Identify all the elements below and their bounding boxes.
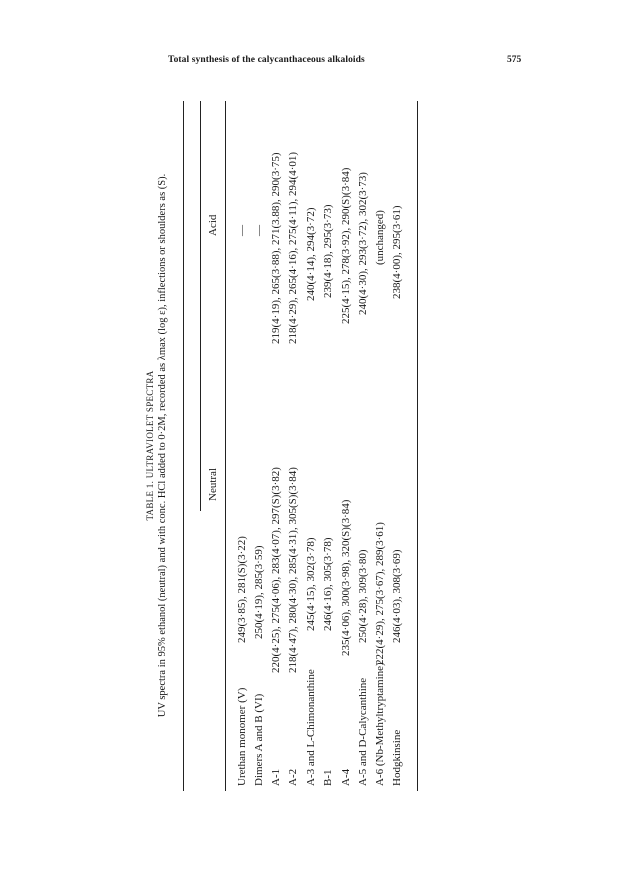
page-number: 575 — [507, 55, 522, 65]
rotated-table-page: TABLE 1. ULTRAVIOLET SPECTRA UV spectra in 95% ethanol (neutral) and with conc. HCl added to 0·2M, recorded as λmax (log ε), inflections or shoulders as (S). Neutral Acid Urethan monomer (V) 249(3·85), 281(S)(3·22) — Dimers A and B (VI) 250(4·19), 285(3·59) — A-1 220(4·25), 275(4·06), 283(4·07), 297(S)(3·82) 219(4·19), 265(3·88), 271(3.88), 290(3·75) A-2 218(4·47), 280(4·30), 285(4·31), 305(S)(3·84) 218(4·29), 265(4·16), 275(4·11), 294(4·01) A-3 and L-Chimonanthine 245(4·15), 302(3·78) 240(4·14), 294(3·72) B-1 246(4·16), 305(3·78) 239(4·18), 295(3·73) A-4 235(4·06), 300(3·98), 320(S)(3·84) 225(4·15), 278(3·92), 290(S)(3·84) A-5 and D-Calycanthine 250(4·28), 309(3·80) 240(4·30), 293(3·72), 302(3·73) A-6 (Nb-Methyltryptamine) 222(4·29), 275(3·67), 289(3·61) (unchanged) Hodgkinsine 246(4·03), 308(3·69) 238(4·00), 295(3·61) — [0, 0, 623, 891]
table-row-acid: — — [236, 225, 248, 236]
table-row-neutral: 250(4·19), 285(3·59) — [253, 545, 265, 639]
table-row-acid: (unchanged) — [374, 210, 386, 265]
table-row-acid: 239(4·18), 295(3·73) — [322, 204, 334, 298]
column-header-rule — [200, 101, 201, 511]
table-row-compound: A-4 — [340, 768, 352, 786]
table-row-acid: 218(4·29), 265(4·16), 275(4·11), 294(4·01) — [287, 151, 299, 344]
table-row-acid: 240(4·30), 293(3·72), 302(3·73) — [357, 172, 369, 315]
table-row-neutral: 218(4·47), 280(4·30), 285(4·31), 305(S)(3·84) — [287, 467, 299, 673]
table-top-rule — [183, 101, 184, 791]
table-row-compound: Urethan monomer (V) — [236, 687, 248, 786]
table-row-compound: A-3 and L-Chimonanthine — [305, 669, 317, 786]
table-row-neutral: 235(4·06), 300(3·98), 320(S)(3·84) — [340, 499, 352, 656]
table-row-acid: 219(4·19), 265(3·88), 271(3.88), 290(3·75) — [270, 152, 282, 344]
table-row-acid: — — [253, 225, 265, 236]
table-row-compound: A-1 — [270, 768, 282, 786]
table-row-neutral: 246(4·16), 305(3·78) — [322, 537, 334, 631]
table-row-neutral: 246(4·03), 308(3·69) — [391, 549, 403, 643]
table-row-compound: Hodgkinsine — [391, 729, 403, 786]
table-row-neutral: 250(4·28), 309(3·80) — [357, 549, 369, 643]
table-row-compound: A-6 (Nb-Methyltryptamine) — [374, 662, 386, 786]
table-row-neutral: 222(4·29), 275(3·67), 289(3·61) — [374, 522, 386, 665]
table-row-compound: A-2 — [287, 768, 299, 786]
table-caption: UV spectra in 95% ethanol (neutral) and with conc. HCl added to 0·2M, recorded as λmax (log ε), inflections or shoulders as (S). — [157, 173, 168, 718]
table-row-compound: B-1 — [322, 769, 334, 786]
table-row-acid: 238(4·00), 295(3·61) — [391, 205, 403, 299]
table-title: TABLE 1. ULTRAVIOLET SPECTRA — [145, 370, 155, 521]
table-row-neutral: 249(3·85), 281(S)(3·22) — [236, 536, 248, 643]
table-row-compound: A-5 and D-Calycanthine — [357, 677, 369, 786]
header-bottom-rule — [225, 101, 226, 791]
table-row-neutral: 245(4·15), 302(3·78) — [305, 537, 317, 631]
running-head-title: Total synthesis of the calycanthaceous alkaloids — [168, 55, 365, 65]
table-row-neutral: 220(4·25), 275(4·06), 283(4·07), 297(S)(3·82) — [270, 467, 282, 673]
table-bottom-rule — [417, 101, 418, 791]
table-row-compound: Dimers A and B (VI) — [253, 693, 265, 786]
table-row-acid: 240(4·14), 294(3·72) — [305, 207, 317, 301]
table-row-acid: 225(4·15), 278(3·92), 290(S)(3·84) — [340, 167, 352, 324]
